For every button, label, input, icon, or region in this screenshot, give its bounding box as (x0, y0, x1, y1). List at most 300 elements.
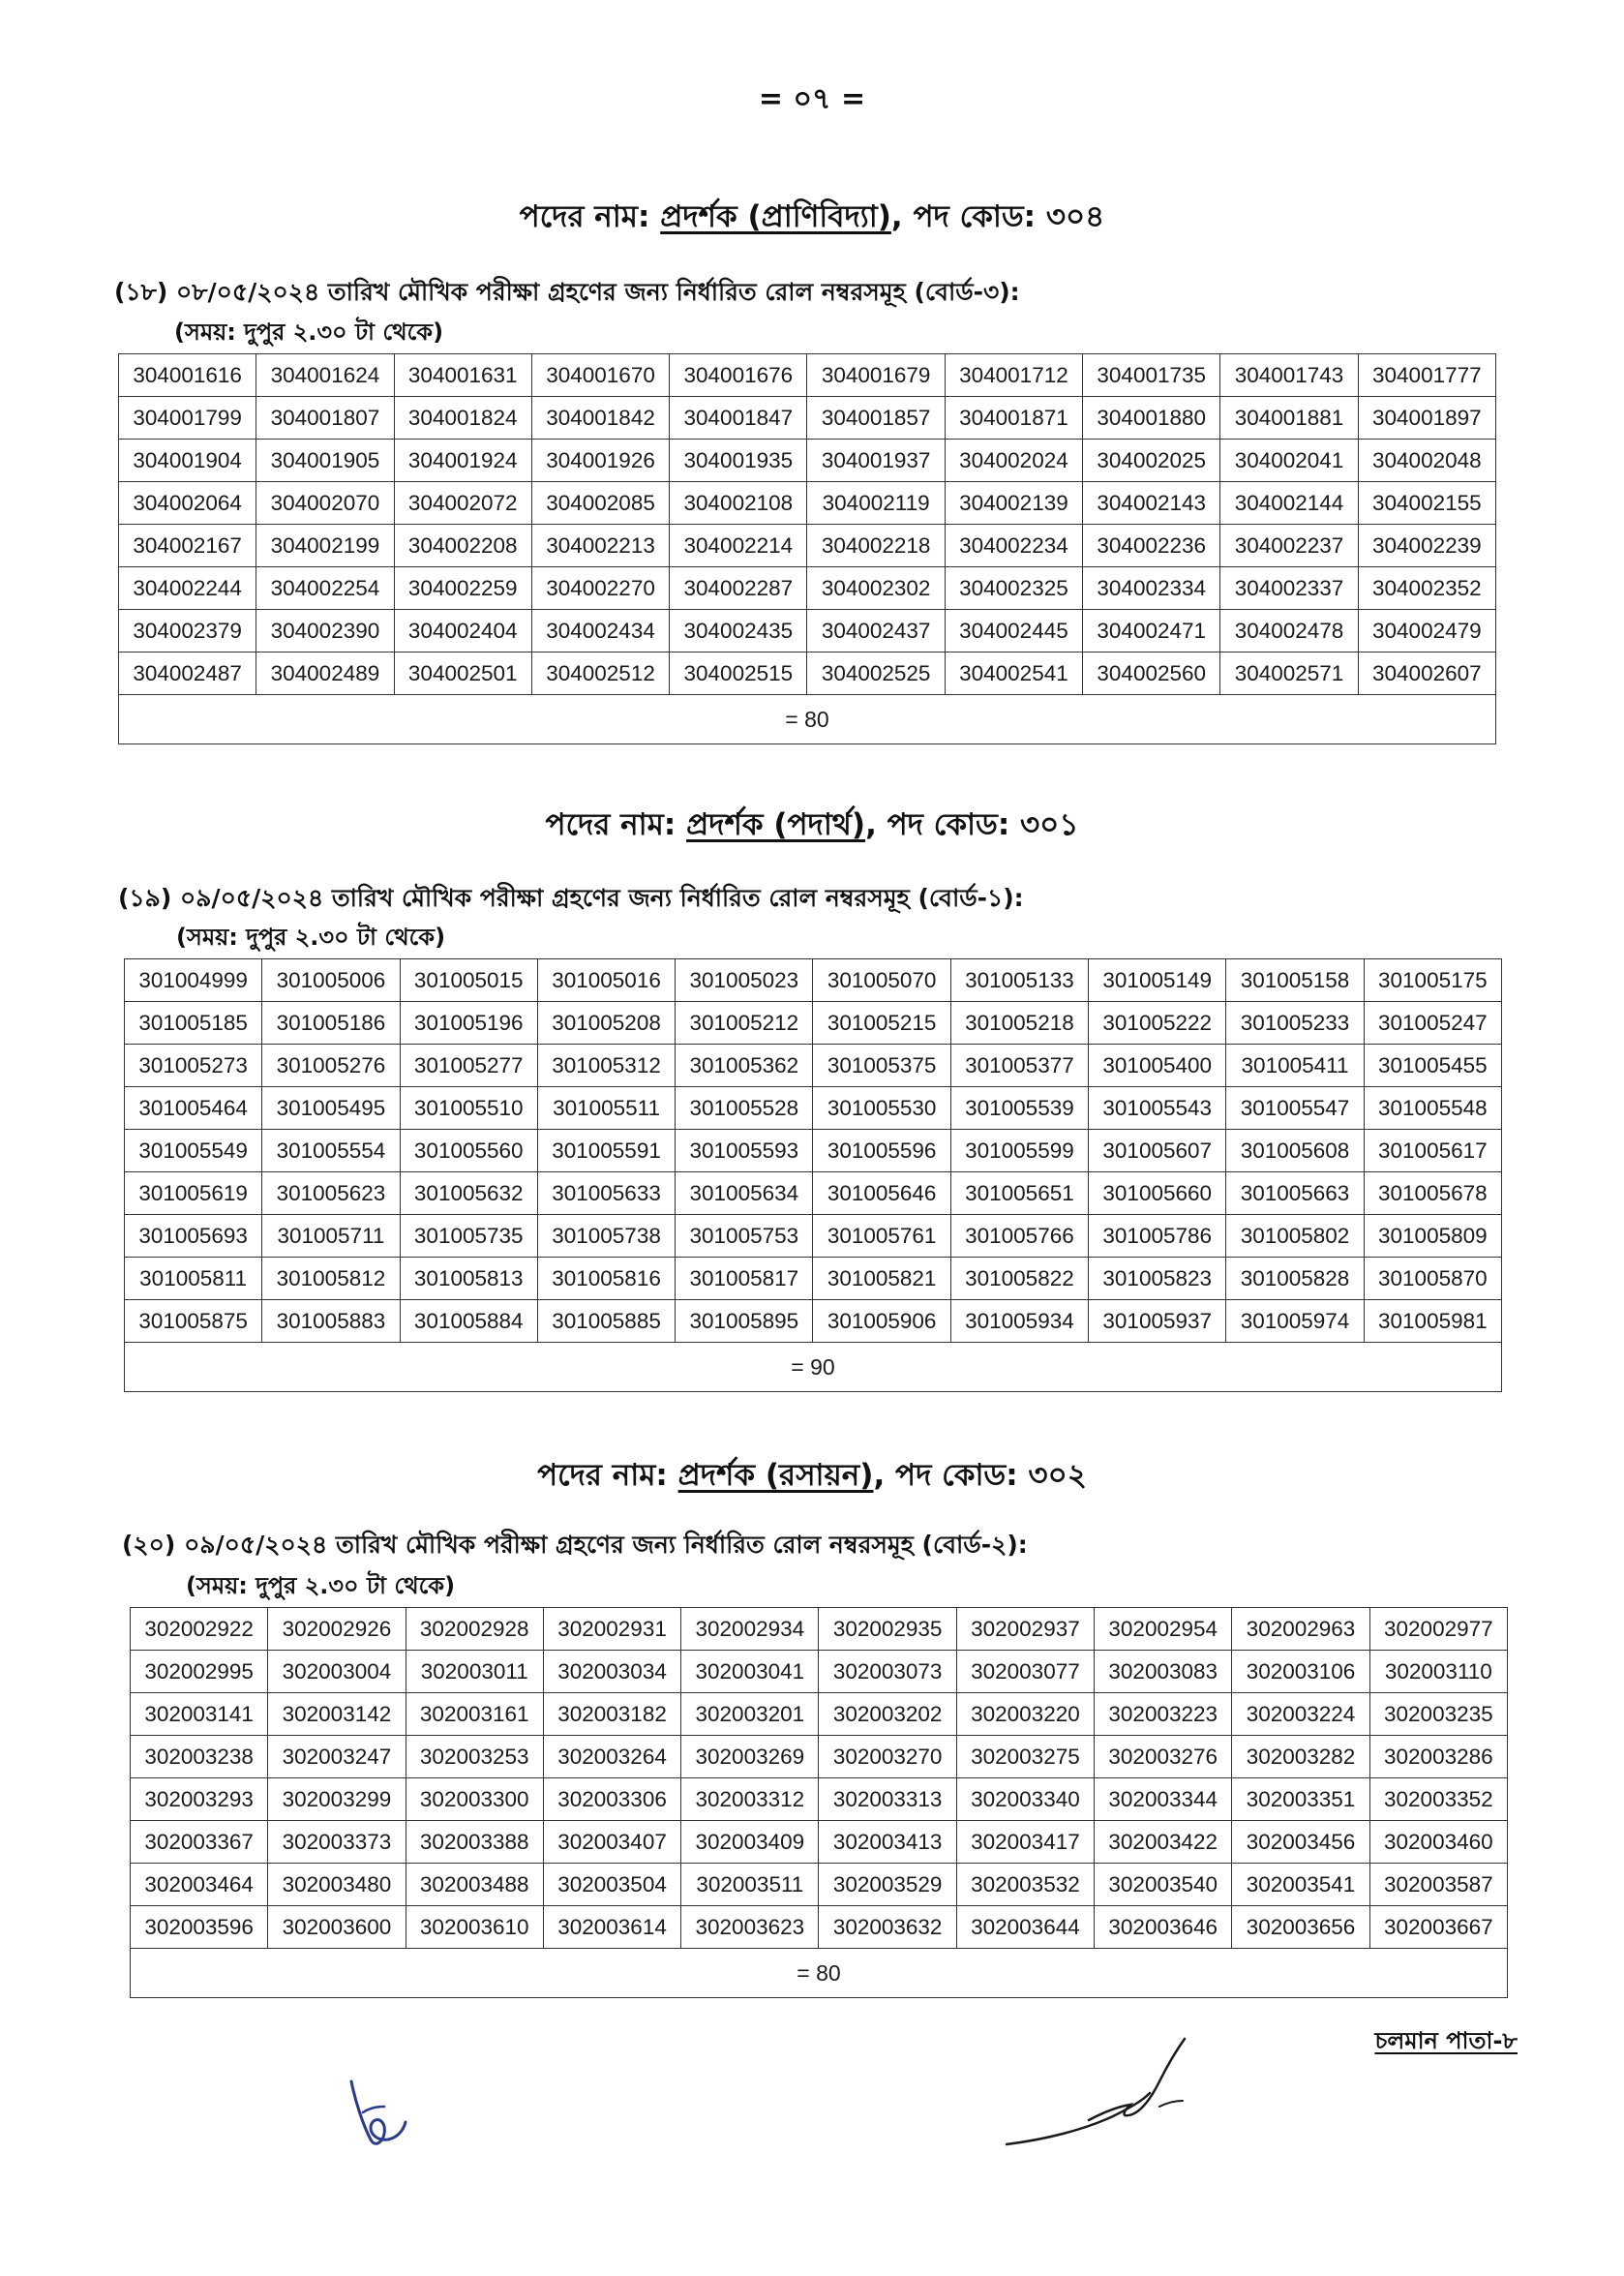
roll-number-cell: 301005233 (1226, 1002, 1364, 1045)
table-row (131, 1736, 1508, 1778)
roll-number-cell: 304002541 (945, 652, 1082, 695)
roll-number-cell: 301005185 (125, 1002, 262, 1045)
table-row (131, 1693, 1508, 1736)
roll-number-cell: 301005816 (537, 1258, 675, 1300)
roll-number-cell: 301005455 (1364, 1045, 1501, 1087)
roll-number-cell: 302003141 (131, 1693, 268, 1736)
roll-number-cell: 304001712 (945, 354, 1082, 397)
table-row (131, 1778, 1508, 1821)
roll-number-cell: 302003352 (1369, 1778, 1507, 1821)
table-row (131, 1651, 1508, 1693)
roll-number-cell: 302003110 (1369, 1651, 1507, 1693)
roll-number-cell: 304001670 (531, 354, 669, 397)
roll-number-cell: 304001735 (1083, 354, 1220, 397)
roll-number-cell: 302002926 (268, 1608, 406, 1651)
roll-number-cell: 301005623 (262, 1172, 400, 1215)
roll-number-cell: 302003409 (681, 1821, 819, 1864)
roll-number-cell: 304001842 (531, 397, 669, 440)
roll-number-cell: 301005312 (537, 1045, 675, 1087)
roll-number-cell: 304002479 (1358, 610, 1495, 652)
roll-number-cell: 301005377 (950, 1045, 1088, 1087)
roll-number-cell: 304002560 (1083, 652, 1220, 695)
roll-number-cell: 301005934 (950, 1300, 1088, 1343)
roll-number-cell: 302003417 (956, 1821, 1094, 1864)
roll-number-cell: 304002108 (670, 482, 807, 525)
roll-number-cell: 302003413 (819, 1821, 956, 1864)
roll-number-cell: 301005023 (676, 959, 813, 1002)
roll-number-cell: 302003270 (819, 1736, 956, 1778)
roll-number-cell: 302003235 (1369, 1693, 1507, 1736)
roll-number-cell: 304001631 (394, 354, 531, 397)
roll-number-cell: 304002404 (394, 610, 531, 652)
post-title-2 (0, 802, 1624, 852)
roll-number-cell: 301005766 (950, 1215, 1088, 1258)
roll-number-cell: 301005802 (1226, 1215, 1364, 1258)
roll-number-cell: 302003253 (406, 1736, 543, 1778)
roll-number-cell: 304002337 (1220, 567, 1358, 610)
post-code: , পদ কোড: ৩০১ (865, 807, 1079, 842)
roll-number-cell: 301005276 (262, 1045, 400, 1087)
table-row (125, 1130, 1502, 1172)
roll-number-cell: 302003529 (819, 1864, 956, 1906)
roll-number-cell: 302003644 (956, 1906, 1094, 1949)
roll-number-cell: 301005974 (1226, 1300, 1364, 1343)
roll-number-cell: 302003264 (543, 1736, 680, 1778)
roll-number-cell: 304002471 (1083, 610, 1220, 652)
roll-number-cell: 304002259 (394, 567, 531, 610)
roll-number-cell: 304002571 (1220, 652, 1358, 695)
roll-number-cell: 304002437 (807, 610, 945, 652)
roll-number-cell: 301005208 (537, 1002, 675, 1045)
roll-number-cell: 301005549 (125, 1130, 262, 1172)
roll-number-cell: 301005738 (537, 1215, 675, 1258)
post-code: , পদ কোড: ৩০২ (873, 1458, 1087, 1493)
roll-number-cell: 301005693 (125, 1215, 262, 1258)
roll-number-cell: 301005215 (813, 1002, 950, 1045)
roll-number-cell: 302002935 (819, 1608, 956, 1651)
post-name: প্রদর্শক (রসায়ন) (677, 1458, 874, 1493)
roll-number-cell: 304002234 (945, 525, 1082, 567)
roll-number-cell: 301005811 (125, 1258, 262, 1300)
roll-number-cell: 302002954 (1095, 1608, 1232, 1651)
roll-number-cell: 304002512 (531, 652, 669, 695)
table-row (119, 440, 1496, 482)
roll-table-2 (124, 958, 1502, 1392)
roll-number-cell: 302003223 (1095, 1693, 1232, 1736)
roll-number-cell: 302003596 (131, 1906, 268, 1949)
roll-number-cell: 302002977 (1369, 1608, 1507, 1651)
roll-number-cell: 301005634 (676, 1172, 813, 1215)
roll-number-cell: 302003224 (1232, 1693, 1369, 1736)
roll-number-cell: 302003587 (1369, 1864, 1507, 1906)
roll-number-cell: 301005464 (125, 1087, 262, 1130)
time-note-1: (সময়: দুপুর ২.৩০ টা থেকে) (174, 319, 444, 346)
roll-number-cell: 302003106 (1232, 1651, 1369, 1693)
roll-number-cell: 301005663 (1226, 1172, 1364, 1215)
roll-number-cell: 302002937 (956, 1608, 1094, 1651)
roll-number-cell: 304002237 (1220, 525, 1358, 567)
roll-number-cell: 302003460 (1369, 1821, 1507, 1864)
roll-number-cell: 301005651 (950, 1172, 1088, 1215)
roll-number-cell: 302002928 (406, 1608, 543, 1651)
roll-number-cell: 304001924 (394, 440, 531, 482)
roll-number-cell: 304002139 (945, 482, 1082, 525)
roll-number-cell: 301005158 (1226, 959, 1364, 1002)
notice-1: (১৮) ০৮/০৫/২০২৪ তারিখ মৌখিক পরীক্ষা গ্রহণের জন্য নির্ধারিত রোল নম্বরসমূহ (বোর্ড-৩): (114, 278, 1020, 306)
roll-number-cell: 302003504 (543, 1864, 680, 1906)
post-title-prefix: পদের নাম: (537, 1458, 678, 1493)
roll-table-1 (118, 353, 1496, 744)
roll-number-cell: 304001824 (394, 397, 531, 440)
roll-number-cell: 301005817 (676, 1258, 813, 1300)
roll-number-cell: 304002048 (1358, 440, 1495, 482)
roll-number-cell: 304002515 (670, 652, 807, 695)
roll-number-cell: 301005212 (676, 1002, 813, 1045)
roll-number-cell: 301005400 (1089, 1045, 1226, 1087)
roll-number-cell: 302003077 (956, 1651, 1094, 1693)
roll-number-cell: 302003306 (543, 1778, 680, 1821)
table-row (131, 1864, 1508, 1906)
roll-number-cell: 302003610 (406, 1906, 543, 1949)
total-count: = 90 (125, 1343, 1502, 1392)
roll-number-cell: 301005539 (950, 1087, 1088, 1130)
table-row (125, 1087, 1502, 1130)
roll-number-cell: 304002064 (119, 482, 256, 525)
post-title-1 (0, 194, 1624, 244)
roll-number-cell: 301005646 (813, 1172, 950, 1215)
roll-number-cell: 301005196 (400, 1002, 537, 1045)
roll-number-cell: 304002144 (1220, 482, 1358, 525)
roll-number-cell: 301005660 (1089, 1172, 1226, 1215)
roll-number-cell: 301005607 (1089, 1130, 1226, 1172)
table-row (119, 397, 1496, 440)
roll-number-cell: 301005937 (1089, 1300, 1226, 1343)
roll-number-cell: 304001616 (119, 354, 256, 397)
roll-number-cell: 304002213 (531, 525, 669, 567)
roll-number-cell: 301005678 (1364, 1172, 1501, 1215)
roll-number-cell: 304001743 (1220, 354, 1358, 397)
roll-number-cell: 304001676 (670, 354, 807, 397)
roll-number-cell: 302003656 (1232, 1906, 1369, 1949)
roll-number-cell: 302003456 (1232, 1821, 1369, 1864)
roll-number-cell: 304002487 (119, 652, 256, 695)
roll-number-cell: 301005218 (950, 1002, 1088, 1045)
roll-number-cell: 304001937 (807, 440, 945, 482)
roll-number-cell: 302003247 (268, 1736, 406, 1778)
roll-number-cell: 302003367 (131, 1821, 268, 1864)
roll-number-cell: 302003541 (1232, 1864, 1369, 1906)
roll-number-cell: 304002435 (670, 610, 807, 652)
roll-number-cell: 301005495 (262, 1087, 400, 1130)
roll-number-cell: 302003407 (543, 1821, 680, 1864)
roll-number-cell: 302003600 (268, 1906, 406, 1949)
total-count: = 80 (131, 1949, 1508, 1998)
roll-number-cell: 304002489 (256, 652, 394, 695)
roll-number-cell: 304002478 (1220, 610, 1358, 652)
roll-number-cell: 301005186 (262, 1002, 400, 1045)
roll-number-cell: 301005006 (262, 959, 400, 1002)
total-row (125, 1343, 1502, 1392)
roll-number-cell: 301005761 (813, 1215, 950, 1258)
roll-number-cell: 304001935 (670, 440, 807, 482)
roll-number-cell: 302003073 (819, 1651, 956, 1693)
post-name: প্রদর্শক (পদার্থ) (686, 807, 866, 842)
roll-number-cell: 301005599 (950, 1130, 1088, 1172)
roll-number-cell: 301005015 (400, 959, 537, 1002)
roll-number-cell: 304001847 (670, 397, 807, 440)
roll-number-cell: 301005543 (1089, 1087, 1226, 1130)
table-row (125, 1258, 1502, 1300)
table-row (119, 482, 1496, 525)
roll-number-cell: 304002072 (394, 482, 531, 525)
roll-table-3 (130, 1607, 1508, 1998)
roll-number-cell: 302003312 (681, 1778, 819, 1821)
roll-number-cell: 302003488 (406, 1864, 543, 1906)
initials-signature (334, 2072, 431, 2169)
roll-number-cell: 302003201 (681, 1693, 819, 1736)
post-title-3 (0, 1452, 1624, 1502)
roll-number-cell: 301005632 (400, 1172, 537, 1215)
roll-number-cell: 304002244 (119, 567, 256, 610)
table-row (131, 1608, 1508, 1651)
roll-number-cell: 302002934 (681, 1608, 819, 1651)
roll-number-cell: 302003351 (1232, 1778, 1369, 1821)
table-row (119, 610, 1496, 652)
roll-number-cell: 302003220 (956, 1693, 1094, 1736)
roll-number-cell: 301005812 (262, 1258, 400, 1300)
roll-number-cell: 301005510 (400, 1087, 537, 1130)
roll-number-cell: 302002922 (131, 1608, 268, 1651)
roll-number-cell: 304002287 (670, 567, 807, 610)
roll-number-cell: 301005885 (537, 1300, 675, 1343)
time-note-3: (সময়: দুপুর ২.৩০ টা থেকে) (186, 1572, 456, 1599)
roll-number-cell: 301005711 (262, 1215, 400, 1258)
roll-number-cell: 304002119 (807, 482, 945, 525)
roll-number-cell: 304002352 (1358, 567, 1495, 610)
roll-number-cell: 301005560 (400, 1130, 537, 1172)
roll-number-cell: 302003004 (268, 1651, 406, 1693)
roll-number-cell: 304001881 (1220, 397, 1358, 440)
roll-number-cell: 304002379 (119, 610, 256, 652)
notice-3: (২০) ০৯/০৫/২০২৪ তারিখ মৌখিক পরীক্ষা গ্রহণের জন্য নির্ধারিত রোল নম্বরসমূহ (বোর্ড-২): (122, 1531, 1028, 1559)
roll-number-cell: 301005222 (1089, 1002, 1226, 1045)
total-count: = 80 (119, 695, 1496, 744)
roll-number-cell: 301005277 (400, 1045, 537, 1087)
roll-number-cell: 302003614 (543, 1906, 680, 1949)
roll-number-cell: 302003011 (406, 1651, 543, 1693)
roll-number-cell: 302003646 (1095, 1906, 1232, 1949)
roll-number-cell: 301005735 (400, 1215, 537, 1258)
roll-number-cell: 302003540 (1095, 1864, 1232, 1906)
table-row (125, 1002, 1502, 1045)
total-row (131, 1949, 1508, 1998)
roll-number-cell: 302003300 (406, 1778, 543, 1821)
roll-number-cell: 301005633 (537, 1172, 675, 1215)
roll-number-cell: 302003142 (268, 1693, 406, 1736)
roll-number-cell: 302002995 (131, 1651, 268, 1693)
roll-number-cell: 301005809 (1364, 1215, 1501, 1258)
roll-number-cell: 302003034 (543, 1651, 680, 1693)
roll-number-cell: 302003083 (1095, 1651, 1232, 1693)
continued-page-note: চলমান পাতা-৮ (1374, 2027, 1518, 2054)
table-row (125, 959, 1502, 1002)
roll-number-cell: 301005273 (125, 1045, 262, 1087)
roll-number-cell: 301005528 (676, 1087, 813, 1130)
roll-number-cell: 301005981 (1364, 1300, 1501, 1343)
roll-number-cell: 301004999 (125, 959, 262, 1002)
roll-number-cell: 301005362 (676, 1045, 813, 1087)
roll-number-cell: 302003299 (268, 1778, 406, 1821)
table-row (125, 1045, 1502, 1087)
roll-number-cell: 304002607 (1358, 652, 1495, 695)
roll-number-cell: 301005828 (1226, 1258, 1364, 1300)
table-row (125, 1172, 1502, 1215)
roll-number-cell: 302003041 (681, 1651, 819, 1693)
roll-number-cell: 301005133 (950, 959, 1088, 1002)
table-row (119, 354, 1496, 397)
roll-number-cell: 304002155 (1358, 482, 1495, 525)
roll-number-cell: 301005822 (950, 1258, 1088, 1300)
roll-number-cell: 304001777 (1358, 354, 1495, 397)
roll-number-cell: 304002199 (256, 525, 394, 567)
roll-number-cell: 301005530 (813, 1087, 950, 1130)
signature (997, 2023, 1229, 2169)
roll-number-cell: 304001926 (531, 440, 669, 482)
table-row (125, 1215, 1502, 1258)
roll-number-cell: 302003238 (131, 1736, 268, 1778)
roll-number-cell: 304002167 (119, 525, 256, 567)
roll-number-cell: 304002254 (256, 567, 394, 610)
roll-number-cell: 301005554 (262, 1130, 400, 1172)
roll-number-cell: 302003161 (406, 1693, 543, 1736)
roll-number-cell: 302003286 (1369, 1736, 1507, 1778)
roll-number-cell: 301005786 (1089, 1215, 1226, 1258)
table-row (125, 1300, 1502, 1343)
roll-number-cell: 302003275 (956, 1736, 1094, 1778)
roll-number-cell: 304002525 (807, 652, 945, 695)
table-row (119, 567, 1496, 610)
roll-number-cell: 304002218 (807, 525, 945, 567)
roll-number-cell: 301005070 (813, 959, 950, 1002)
roll-number-cell: 301005883 (262, 1300, 400, 1343)
roll-number-cell: 304002390 (256, 610, 394, 652)
roll-number-cell: 302003373 (268, 1821, 406, 1864)
roll-number-cell: 302003480 (268, 1864, 406, 1906)
roll-number-cell: 302003269 (681, 1736, 819, 1778)
table-row (119, 652, 1496, 695)
roll-number-cell: 302002931 (543, 1608, 680, 1651)
roll-number-cell: 304001799 (119, 397, 256, 440)
roll-number-cell: 301005548 (1364, 1087, 1501, 1130)
roll-number-cell: 302003464 (131, 1864, 268, 1906)
roll-number-cell: 304002041 (1220, 440, 1358, 482)
roll-number-cell: 302003313 (819, 1778, 956, 1821)
roll-number-cell: 304002214 (670, 525, 807, 567)
roll-number-cell: 301005821 (813, 1258, 950, 1300)
roll-number-cell: 301005375 (813, 1045, 950, 1087)
roll-number-cell: 304002325 (945, 567, 1082, 610)
roll-number-cell: 302003293 (131, 1778, 268, 1821)
roll-number-cell: 304002025 (1083, 440, 1220, 482)
roll-number-cell: 304002085 (531, 482, 669, 525)
roll-number-cell: 301005593 (676, 1130, 813, 1172)
roll-number-cell: 302003344 (1095, 1778, 1232, 1821)
roll-number-cell: 304001905 (256, 440, 394, 482)
roll-number-cell: 304002501 (394, 652, 531, 695)
roll-number-cell: 301005149 (1089, 959, 1226, 1002)
table-row (119, 525, 1496, 567)
roll-number-cell: 301005813 (400, 1258, 537, 1300)
notice-2: (১৯) ০৯/০৫/২০২৪ তারিখ মৌখিক পরীক্ষা গ্রহণের জন্য নির্ধারিত রোল নম্বরসমূহ (বোর্ড-১): (118, 884, 1024, 912)
roll-number-cell: 301005753 (676, 1215, 813, 1258)
roll-number-cell: 302003182 (543, 1693, 680, 1736)
roll-number-cell: 304002334 (1083, 567, 1220, 610)
roll-number-cell: 302003623 (681, 1906, 819, 1949)
roll-number-cell: 302003340 (956, 1778, 1094, 1821)
roll-number-cell: 301005411 (1226, 1045, 1364, 1087)
roll-number-cell: 301005823 (1089, 1258, 1226, 1300)
roll-number-cell: 302003202 (819, 1693, 956, 1736)
roll-number-cell: 304002302 (807, 567, 945, 610)
roll-number-cell: 301005617 (1364, 1130, 1501, 1172)
roll-number-cell: 304002270 (531, 567, 669, 610)
time-note-2: (সময়: দুপুর ২.৩০ টা থেকে) (176, 924, 446, 951)
table-row (131, 1821, 1508, 1864)
roll-number-cell: 302003632 (819, 1906, 956, 1949)
roll-number-cell: 301005895 (676, 1300, 813, 1343)
roll-number-cell: 304002024 (945, 440, 1082, 482)
post-title-prefix: পদের নাম: (545, 807, 687, 842)
roll-number-cell: 304001679 (807, 354, 945, 397)
roll-number-cell: 301005511 (537, 1087, 675, 1130)
roll-number-cell: 301005875 (125, 1300, 262, 1343)
roll-number-cell: 304002434 (531, 610, 669, 652)
roll-number-cell: 304002208 (394, 525, 531, 567)
roll-number-cell: 301005870 (1364, 1258, 1501, 1300)
roll-number-cell: 302003511 (681, 1864, 819, 1906)
roll-number-cell: 304001807 (256, 397, 394, 440)
total-row (119, 695, 1496, 744)
roll-number-cell: 304001880 (1083, 397, 1220, 440)
roll-number-cell: 304002239 (1358, 525, 1495, 567)
post-code: , পদ কোড: ৩০৪ (890, 199, 1105, 234)
roll-number-cell: 304002070 (256, 482, 394, 525)
roll-number-cell: 301005608 (1226, 1130, 1364, 1172)
roll-number-cell: 302003422 (1095, 1821, 1232, 1864)
roll-number-cell: 302003667 (1369, 1906, 1507, 1949)
roll-number-cell: 302003532 (956, 1864, 1094, 1906)
roll-number-cell: 302003282 (1232, 1736, 1369, 1778)
roll-number-cell: 301005906 (813, 1300, 950, 1343)
page-number: = ০৭ = (758, 82, 866, 116)
roll-number-cell: 302003388 (406, 1821, 543, 1864)
roll-number-cell: 304001897 (1358, 397, 1495, 440)
roll-number-cell: 301005247 (1364, 1002, 1501, 1045)
roll-number-cell: 301005016 (537, 959, 675, 1002)
roll-number-cell: 301005619 (125, 1172, 262, 1215)
roll-number-cell: 302002963 (1232, 1608, 1369, 1651)
roll-number-cell: 301005591 (537, 1130, 675, 1172)
post-name: প্রদর্শক (প্রাণিবিদ্যা) (660, 199, 891, 234)
roll-number-cell: 304001871 (945, 397, 1082, 440)
roll-number-cell: 301005884 (400, 1300, 537, 1343)
roll-number-cell: 304002143 (1083, 482, 1220, 525)
roll-number-cell: 304002236 (1083, 525, 1220, 567)
roll-number-cell: 301005547 (1226, 1087, 1364, 1130)
roll-number-cell: 304001857 (807, 397, 945, 440)
roll-number-cell: 304001904 (119, 440, 256, 482)
roll-number-cell: 301005175 (1364, 959, 1501, 1002)
